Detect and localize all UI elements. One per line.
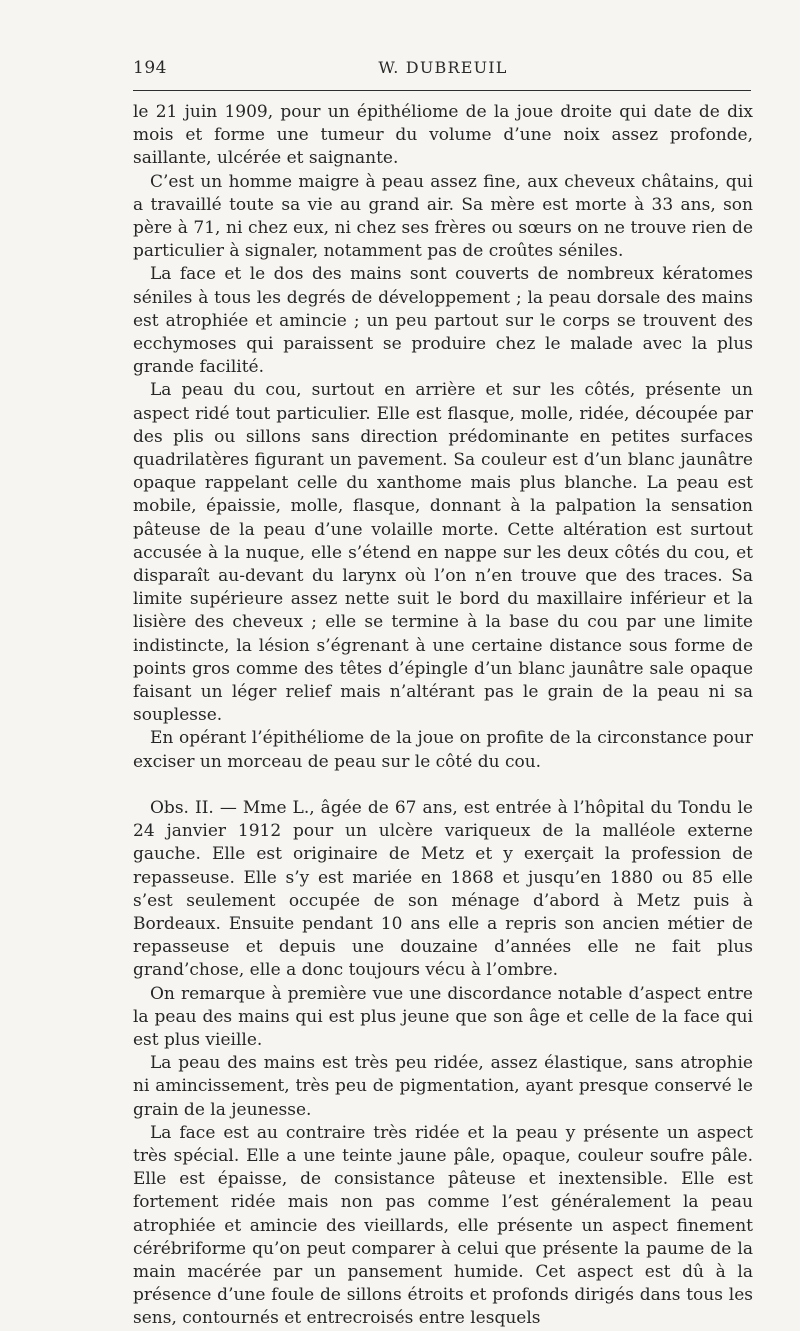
paragraph: La peau des mains est très peu ridée, assez élastique, sans atrophie ni amincissement, très peu de pigmentation, ayant presque conservé le grain de la jeunesse.: [133, 1053, 753, 1120]
observation-paragraph: Obs. II. — Mme L., âgée de 67 ans, est entrée à l’hôpital du Tondu le 24 janvier 1912 pour un ulcère variqueux de la malléole externe gauche. Elle est originaire de Metz et y exerçait la profession de repasseuse. Elle s’y est mariée en 1868 et jusqu’en 1880 ou 85 elle s’est seulement occupée de son ménage d’abord à Metz puis à Bordeaux. Ensuite pendant 10 ans elle a repris son ancien métier de repasseuse et depuis une douzaine d’années elle ne fait plus grand’chose, elle a donc toujours vécu à l’ombre.: [133, 797, 753, 981]
header-rule: [133, 90, 751, 91]
body-text: [133, 101, 753, 1331]
running-head: W. DUBREUIL: [378, 58, 508, 77]
paragraph: La face est au contraire très ridée et la peau y présente un aspect très spécial. Elle a une teinte jaune pâle, opaque, couleur soufre pâle. Elle est épaisse, de consistance pâteuse et inextensible. Elle est fortement ridée mais non pas comme l’est généralement la peau atrophiée et amincie des vieillards, elle présente un aspect finement cérébriforme qu’on peut comparer à celui que présente la paume de la main macérée par un pansement humide. Cet aspect est dû à la présence d’une foule de sillons étroits et profonds dirigés dans tous les sens, contournés et entrecroisés entre lesquels: [133, 1122, 753, 1329]
paragraph: On remarque à première vue une discordance notable d’aspect entre la peau des mains qui est plus jeune que son âge et celle de la face qui est plus vieille.: [133, 983, 753, 1050]
paragraph: En opérant l’épithéliome de la joue on profite de la circonstance pour exciser un morceau de peau sur le côté du cou.: [133, 728, 753, 772]
paragraph: La face et le dos des mains sont couverts de nombreux kératomes séniles à tous les degrés de développement ; la peau dorsale des mains est atrophiée et amincie ; un peu partout sur le corps se trouvent des ecchymoses qui paraissent se produire chez le malade avec la plus grande facilité.: [133, 264, 753, 378]
paragraph: La peau du cou, surtout en arrière et sur les côtés, présente un aspect ridé tout particulier. Elle est flasque, molle, ridée, découpée par des plis ou sillons sans direction prédominante en petites surfaces quadrilatères figurant un pavement. Sa couleur est d’un blanc jaunâtre opaque rappelant celle du xanthome mais plus blanche. La peau est mobile, épaissie, molle, flasque, donnant à la palpation la sensation pâteuse de la peau d’une volaille morte. Cette altération est surtout accusée à la nuque, elle s’étend en nappe sur les deux côtés du cou, et disparaît au-devant du larynx où l’on n’en trouve que des traces. Sa limite supérieure assez nette suit le bord du maxillaire inférieur et la lisière des cheveux ; elle se termine à la base du cou par une limite indistincte, la lésion s’égrenant à une certaine distance sous forme de points gros comme des têtes d’épingle d’un blanc jaunâtre sale opaque faisant un léger relief mais n’altérant pas le grain de la peau ni sa souplesse.: [133, 380, 753, 726]
paragraph: C’est un homme maigre à peau assez fine, aux cheveux châtains, qui a travaillé toute sa vie au grand air. Sa mère est morte à 33 ans, son père à 71, ni chez eux, ni chez ses frères ou sœurs on ne trouve rien de particulier à signaler, notamment pas de croûtes séniles.: [133, 171, 753, 262]
page-number: 194: [133, 58, 167, 78]
paragraph: le 21 juin 1909, pour un épithéliome de la joue droite qui date de dix mois et forme une tumeur du volume d’une noix assez profonde, saillante, ulcérée et saignante.: [133, 102, 753, 169]
page-header: [133, 58, 753, 86]
